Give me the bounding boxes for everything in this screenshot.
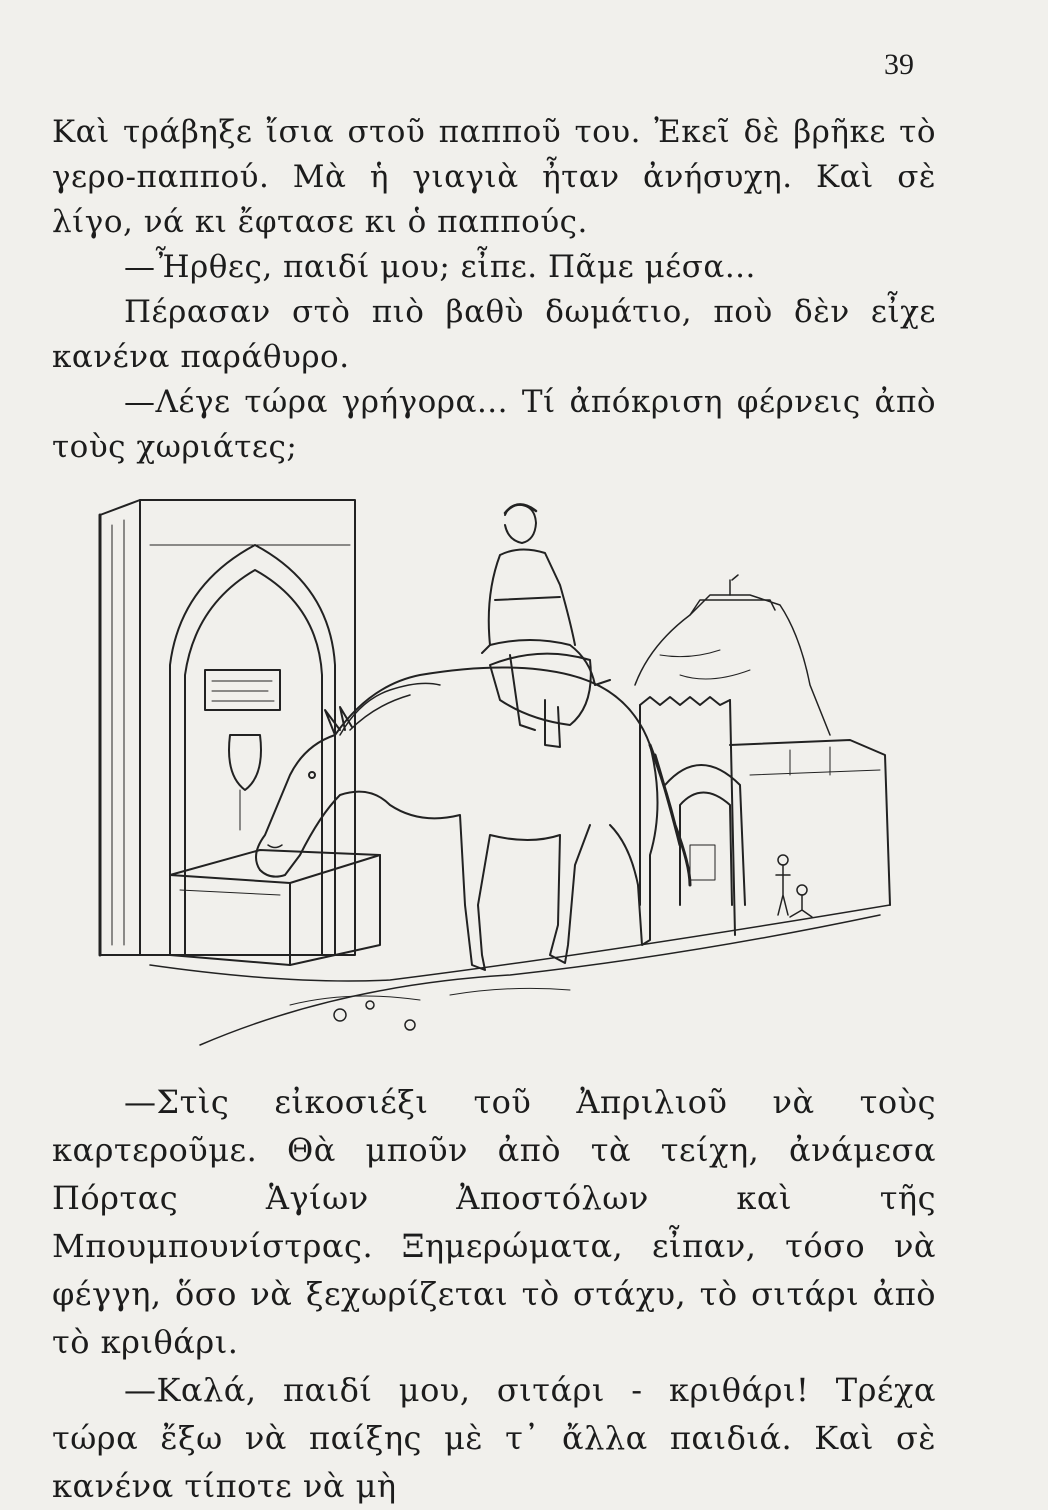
city-gate: [640, 697, 890, 935]
paragraph: —Ἦρθες, παιδί μου; εἶπε. Πᾶμε μέσα...: [124, 249, 756, 285]
acropolis-rock: [635, 575, 830, 735]
villager-figures: [776, 855, 812, 917]
paragraph: Καὶ τράβηξε ἴσια στοῦ παπποῦ του. Ἐκεῖ δὲ βρῆκε τὸ γερο-παππού. Μὰ ἡ γιαγιὰ ἦταν ἀνήσυχη. Καὶ σὲ λίγο, νά κι ἔφτασε κι ὁ παππούς.: [52, 114, 936, 240]
page-number: 39: [884, 48, 914, 81]
paragraph: Πέρασαν στὸ πιὸ βαθὺ δωμάτιο, ποὺ δὲν εἶχε κανένα παράθυρο.: [52, 294, 936, 375]
text-block-bottom: [52, 1078, 936, 1510]
paragraph: —Λέγε τώρα γρήγορα... Τί ἀπόκριση φέρνεις ἀπὸ τοὺς χωριάτες;: [52, 384, 936, 465]
illustration: [90, 485, 920, 1060]
text-block-top: [52, 110, 936, 470]
rider: [482, 504, 610, 730]
paragraph: —Στὶς εἰκοσιέξι τοῦ Ἀπριλιοῦ νὰ τοὺς καρτεροῦμε. Θὰ μποῦν ἀπὸ τὰ τείχη, ἀνάμεσα Πόρτας Ἁγίων Ἀποστόλων καὶ τῆς Μπουμπουνίστρας. Ξημερώματα, εἶπαν, τόσο νὰ φέγγη, ὅσο νὰ ξεχωρίζεται τὸ στάχυ, τὸ σιτάρι ἀπὸ τὸ κριθάρι.: [52, 1083, 936, 1361]
paragraph: —Καλά, παιδί μου, σιτάρι - κριθάρι! Τρέχα τώρα ἔξω νὰ παίξης μὲ τ᾽ ἄλλα παιδιά. Καὶ σὲ κανένα τίποτε νὰ μὴ: [52, 1371, 936, 1505]
ground: [150, 905, 890, 1045]
